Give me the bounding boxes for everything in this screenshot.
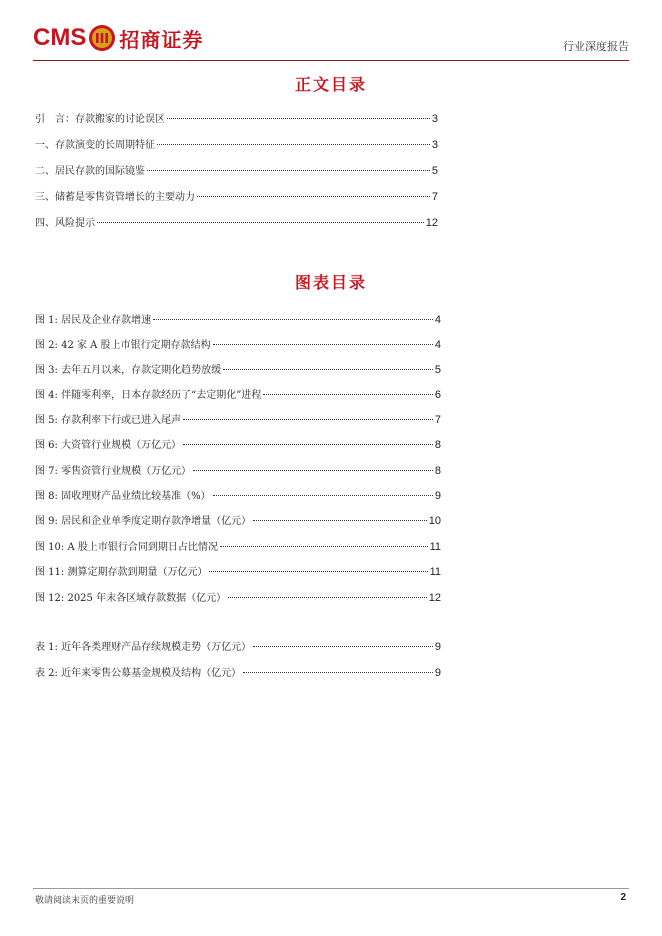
figure-entry[interactable] xyxy=(35,436,441,452)
dot-leader xyxy=(183,419,433,420)
dot-leader xyxy=(97,222,424,223)
dot-leader xyxy=(253,646,433,647)
figure-entry-label: 图 4: 伴随零利率，日本存款经历了“去定期化”进程 xyxy=(35,390,262,401)
table-entry-page: 9 xyxy=(434,667,441,679)
figure-entry[interactable] xyxy=(35,589,441,605)
header-divider xyxy=(33,60,629,61)
figure-entry-page: 9 xyxy=(434,490,441,502)
toc-entry[interactable] xyxy=(35,162,438,178)
figure-entry[interactable] xyxy=(35,487,441,503)
page-number: 2 xyxy=(620,892,626,903)
dot-leader xyxy=(213,495,433,496)
figure-entry-label: 图 8: 固收理财产品业绩比较基准（%） xyxy=(35,491,211,502)
toc-entry-label: 一、存款演变的长周期特征 xyxy=(35,140,155,151)
dot-leader xyxy=(223,369,433,370)
dot-leader xyxy=(209,571,427,572)
footer-divider xyxy=(33,888,629,889)
dot-leader xyxy=(263,394,433,395)
toc-entry-page: 7 xyxy=(431,191,438,203)
page-header xyxy=(33,18,629,62)
figure-entry-page: 11 xyxy=(429,566,441,578)
figure-entry-label: 图 9: 居民和企业单季度定期存款净增量（亿元） xyxy=(35,516,252,527)
figure-entry[interactable] xyxy=(35,462,441,478)
dot-leader xyxy=(220,546,428,547)
toc-entry-label: 三、储蓄是零售资管增长的主要动力 xyxy=(35,192,195,203)
figure-entry-page: 8 xyxy=(434,465,441,477)
figure-entry-label: 图 6: 大资管行业规模（万亿元） xyxy=(35,440,182,451)
toc-entry-label: 四、风险提示 xyxy=(35,218,95,229)
toc-entry-page: 3 xyxy=(431,139,438,151)
dot-leader xyxy=(153,319,433,320)
dot-leader xyxy=(157,144,430,145)
table-entry[interactable] xyxy=(35,664,441,680)
dot-leader xyxy=(253,520,427,521)
table-entry-page: 9 xyxy=(434,641,441,653)
toc-title: 正文目录 xyxy=(294,75,367,94)
toc-entry[interactable] xyxy=(35,188,438,204)
figure-entry-label: 图 10: A 股上市银行合同到期日占比情况 xyxy=(35,542,218,553)
figure-entry-label: 图 7: 零售资管行业规模（万亿元） xyxy=(35,466,192,477)
toc-entry-label: 引 言：存款搬家的讨论误区 xyxy=(35,114,165,125)
toc-entry-page: 12 xyxy=(425,217,438,229)
figure-entry-page: 10 xyxy=(428,515,441,527)
dot-leader xyxy=(213,344,433,345)
toc-entry-label: 二、居民存款的国际镜鉴 xyxy=(35,166,145,177)
figure-entry-page: 11 xyxy=(429,541,441,553)
toc-entry[interactable] xyxy=(35,110,438,126)
table-entry-label: 表 2: 近年来零售公募基金规模及结构（亿元） xyxy=(35,668,242,679)
figure-entry[interactable] xyxy=(35,563,441,579)
dot-leader xyxy=(167,118,430,119)
figure-entry-page: 12 xyxy=(428,592,441,604)
dot-leader xyxy=(193,470,433,471)
logo-latin-text: CMS xyxy=(33,24,87,51)
toc-entry-page: 3 xyxy=(431,113,438,125)
toc-entry[interactable] xyxy=(35,214,438,230)
figure-entry[interactable] xyxy=(35,386,441,402)
figure-entry[interactable] xyxy=(35,512,441,528)
figure-entry[interactable] xyxy=(35,538,441,554)
figure-entry[interactable] xyxy=(35,311,441,327)
report-type-label: 行业深度报告 xyxy=(563,40,629,53)
figure-entry-label: 图 12: 2025 年末各区域存款数据（亿元） xyxy=(35,593,227,604)
figure-entry-label: 图 1: 居民及企业存款增速 xyxy=(35,315,152,326)
figure-entry-label: 图 2: 42 家 A 股上市银行定期存款结构 xyxy=(35,340,211,351)
table-entry-label: 表 1: 近年各类理财产品存续规模走势（万亿元） xyxy=(35,642,252,653)
dot-leader xyxy=(228,597,427,598)
logo-chinese-text: 招商证券 xyxy=(119,27,204,52)
figure-entry[interactable] xyxy=(35,336,441,352)
figure-entry-page: 7 xyxy=(434,414,441,426)
table-entry[interactable] xyxy=(35,638,441,654)
dot-leader xyxy=(183,444,433,445)
disclaimer-note: 敬请阅读末页的重要说明 xyxy=(35,896,135,906)
figure-entry-label: 图 3: 去年五月以来，存款定期化趋势放缓 xyxy=(35,365,222,376)
toc-entry[interactable] xyxy=(35,136,438,152)
figure-entry-page: 4 xyxy=(434,339,441,351)
figure-entry-page: 5 xyxy=(434,364,441,376)
figure-entry[interactable] xyxy=(35,411,441,427)
figure-entry-page: 4 xyxy=(434,314,441,326)
dot-leader xyxy=(243,672,433,673)
logo-emblem-icon xyxy=(89,25,115,51)
dot-leader xyxy=(147,170,430,171)
toc-entry-page: 5 xyxy=(431,165,438,177)
figure-entry[interactable] xyxy=(35,361,441,377)
figure-entry-page: 6 xyxy=(434,389,441,401)
figure-entry-label: 图 11: 测算定期存款到期量（万亿元） xyxy=(35,567,208,578)
figures-title: 图表目录 xyxy=(294,273,367,292)
company-logo xyxy=(33,24,203,52)
dot-leader xyxy=(197,196,430,197)
figure-entry-label: 图 5: 存款利率下行或已进入尾声 xyxy=(35,415,182,426)
figure-entry-page: 8 xyxy=(434,439,441,451)
